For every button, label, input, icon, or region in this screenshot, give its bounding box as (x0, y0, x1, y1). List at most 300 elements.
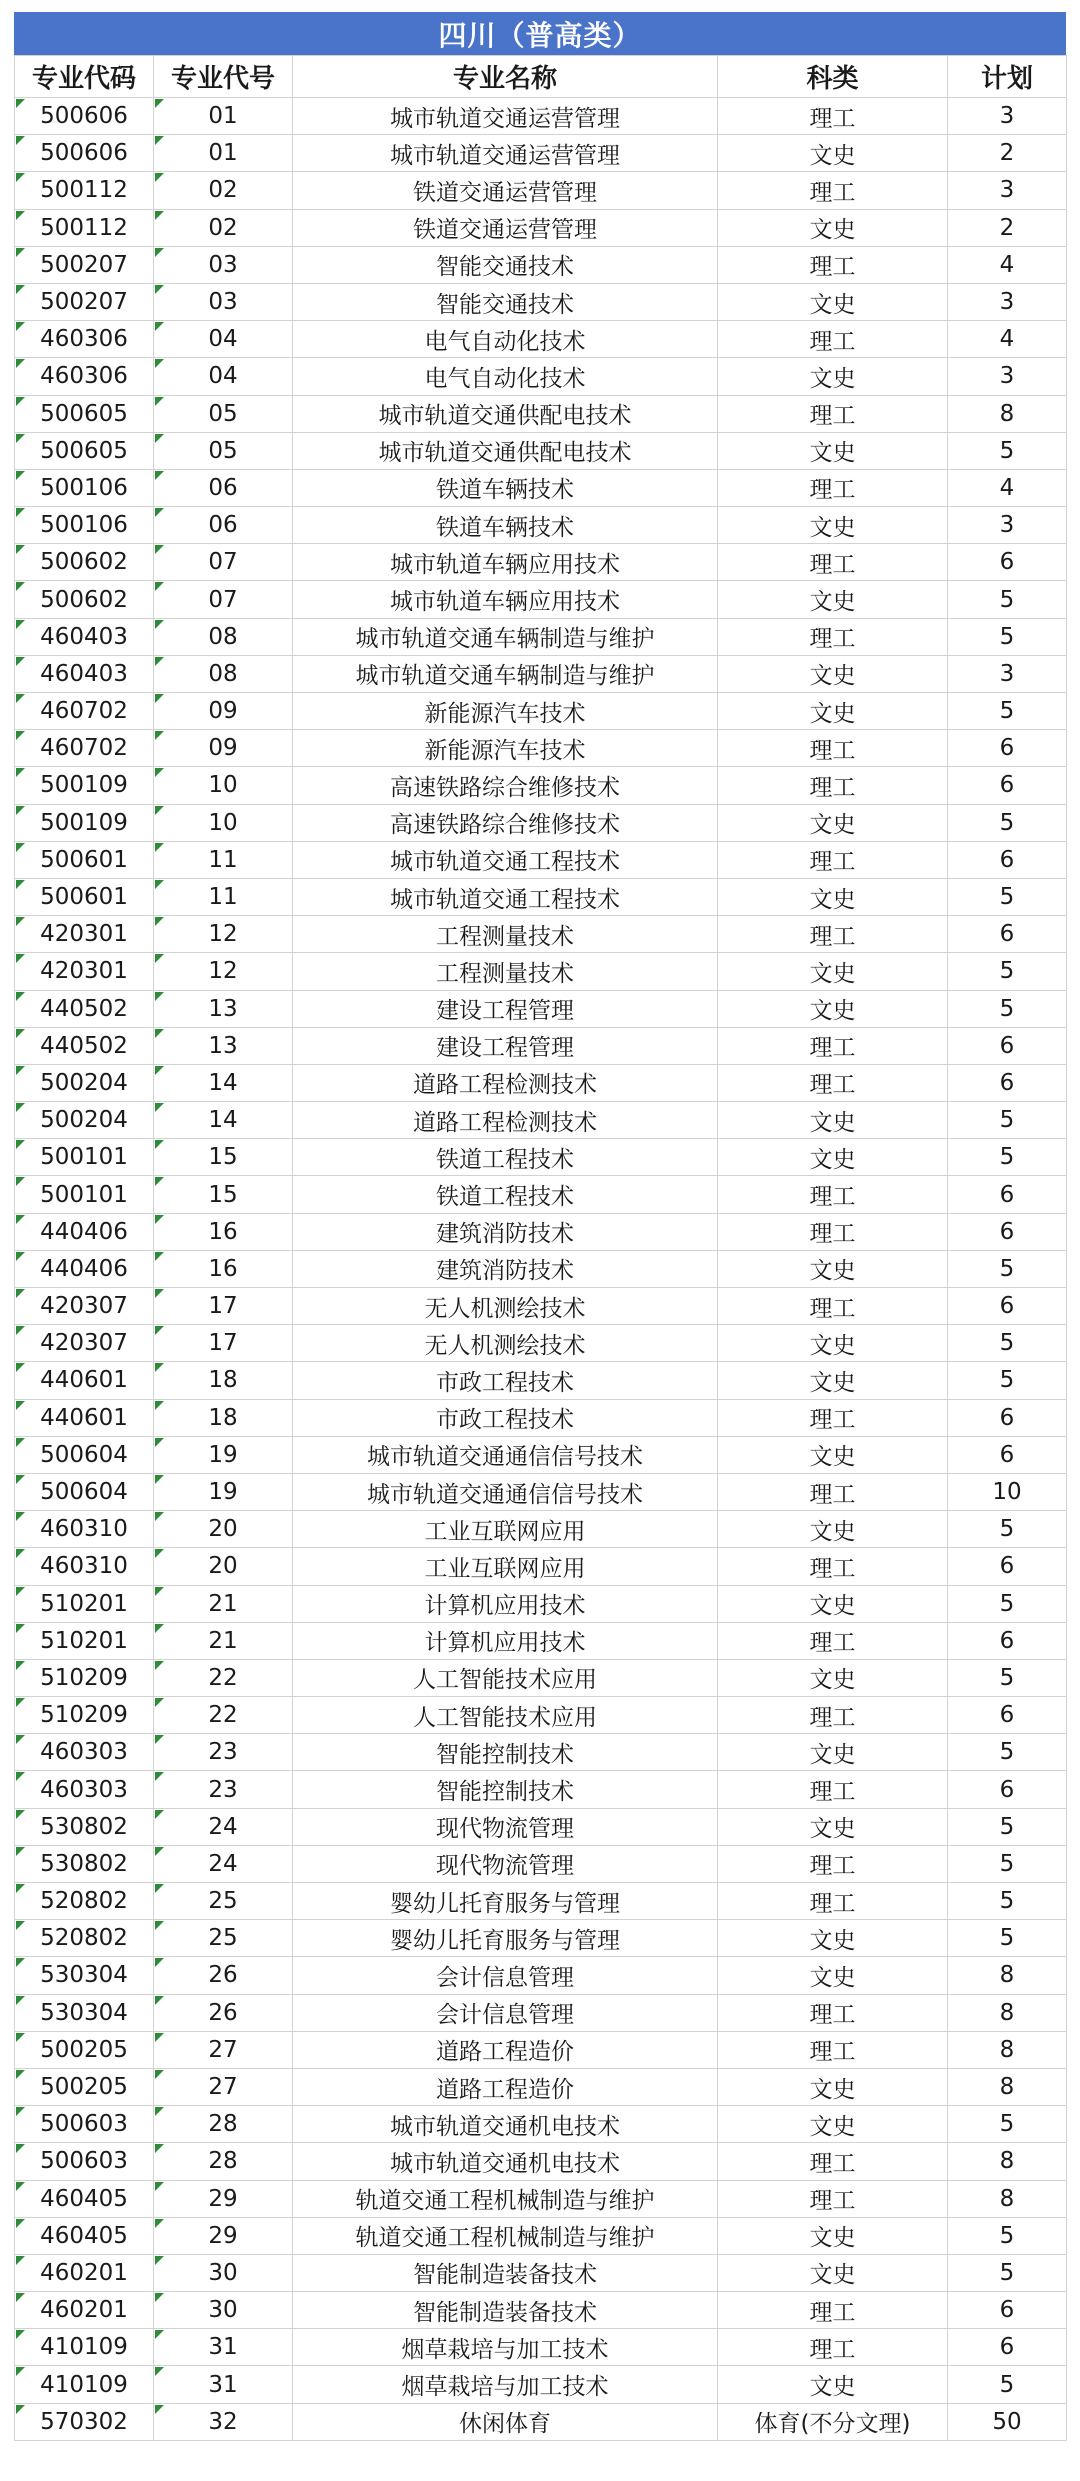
table-row (15, 98, 1067, 135)
cell-major-number: 30 (154, 2254, 293, 2291)
cell-major-number: 26 (154, 1994, 293, 2031)
cell-plan: 6 (948, 1548, 1067, 1585)
cell-major-code: 460306 (15, 321, 154, 358)
cell-major-name: 工业互联网应用 (293, 1548, 718, 1585)
table-row (15, 2180, 1067, 2217)
cell-major-code: 500207 (15, 246, 154, 283)
table-row (15, 1362, 1067, 1399)
cell-major-code: 440601 (15, 1399, 154, 1436)
cell-major-name: 电气自动化技术 (293, 321, 718, 358)
cell-major-name: 建筑消防技术 (293, 1213, 718, 1250)
cell-major-name: 会计信息管理 (293, 1994, 718, 2031)
cell-major-code: 510201 (15, 1585, 154, 1622)
cell-plan: 2 (948, 209, 1067, 246)
cell-major-number: 20 (154, 1511, 293, 1548)
cell-plan: 6 (948, 1027, 1067, 1064)
cell-major-number: 13 (154, 1027, 293, 1064)
cell-major-code: 520802 (15, 1920, 154, 1957)
table-row (15, 1511, 1067, 1548)
cell-major-code: 500606 (15, 98, 154, 135)
cell-category: 理工 (718, 1883, 948, 1920)
cell-major-code: 500207 (15, 283, 154, 320)
cell-major-code: 460702 (15, 730, 154, 767)
table-row (15, 2366, 1067, 2403)
table-row (15, 321, 1067, 358)
cell-major-code: 500605 (15, 395, 154, 432)
cell-category: 文史 (718, 2366, 948, 2403)
table-row (15, 1994, 1067, 2031)
cell-major-name: 无人机测绘技术 (293, 1288, 718, 1325)
cell-major-number: 09 (154, 730, 293, 767)
cell-major-name: 人工智能技术应用 (293, 1659, 718, 1696)
cell-major-code: 530802 (15, 1808, 154, 1845)
cell-major-name: 轨道交通工程机械制造与维护 (293, 2217, 718, 2254)
cell-plan: 5 (948, 1250, 1067, 1287)
cell-plan: 6 (948, 1622, 1067, 1659)
cell-category: 文史 (718, 507, 948, 544)
table-row (15, 2217, 1067, 2254)
cell-major-number: 31 (154, 2329, 293, 2366)
cell-category: 理工 (718, 98, 948, 135)
cell-plan: 5 (948, 1139, 1067, 1176)
cell-major-code: 460201 (15, 2254, 154, 2291)
cell-category: 理工 (718, 618, 948, 655)
table-row (15, 2068, 1067, 2105)
cell-major-number: 04 (154, 358, 293, 395)
cell-major-name: 城市轨道车辆应用技术 (293, 544, 718, 581)
cell-major-number: 01 (154, 135, 293, 172)
cell-major-number: 04 (154, 321, 293, 358)
cell-plan: 6 (948, 916, 1067, 953)
cell-plan: 8 (948, 1957, 1067, 1994)
cell-plan: 5 (948, 1659, 1067, 1696)
cell-major-number: 16 (154, 1213, 293, 1250)
cell-plan: 5 (948, 2217, 1067, 2254)
cell-major-number: 14 (154, 1102, 293, 1139)
cell-plan: 5 (948, 1585, 1067, 1622)
cell-major-code: 510209 (15, 1697, 154, 1734)
cell-major-name: 烟草栽培与加工技术 (293, 2366, 718, 2403)
table-row (15, 1957, 1067, 1994)
table-row (15, 2143, 1067, 2180)
table-row (15, 544, 1067, 581)
cell-major-code: 500106 (15, 507, 154, 544)
cell-major-name: 烟草栽培与加工技术 (293, 2329, 718, 2366)
header-category: 科类 (718, 56, 948, 98)
cell-major-code: 510209 (15, 1659, 154, 1696)
cell-category: 理工 (718, 916, 948, 953)
cell-major-name: 高速铁路综合维修技术 (293, 767, 718, 804)
cell-major-code: 440406 (15, 1250, 154, 1287)
table-row (15, 730, 1067, 767)
cell-major-code: 420301 (15, 953, 154, 990)
cell-plan: 5 (948, 693, 1067, 730)
cell-plan: 6 (948, 767, 1067, 804)
table-row (15, 1622, 1067, 1659)
cell-major-code: 420307 (15, 1325, 154, 1362)
cell-category: 理工 (718, 1622, 948, 1659)
cell-major-code: 570302 (15, 2403, 154, 2440)
header-row (15, 56, 1067, 98)
cell-major-name: 无人机测绘技术 (293, 1325, 718, 1362)
cell-category: 文史 (718, 1808, 948, 1845)
cell-plan: 5 (948, 2366, 1067, 2403)
cell-plan: 5 (948, 618, 1067, 655)
table-row (15, 916, 1067, 953)
cell-major-name: 道路工程造价 (293, 2031, 718, 2068)
table-row (15, 1473, 1067, 1510)
table-row (15, 2403, 1067, 2440)
cell-major-code: 460303 (15, 1771, 154, 1808)
cell-major-code: 500601 (15, 878, 154, 915)
cell-plan: 4 (948, 469, 1067, 506)
cell-major-name: 道路工程造价 (293, 2068, 718, 2105)
cell-major-code: 500604 (15, 1473, 154, 1510)
table-row (15, 2254, 1067, 2291)
cell-major-name: 城市轨道交通供配电技术 (293, 395, 718, 432)
cell-major-name: 建设工程管理 (293, 990, 718, 1027)
cell-major-number: 06 (154, 507, 293, 544)
table-row (15, 1845, 1067, 1882)
table-row (15, 1697, 1067, 1734)
cell-major-name: 铁道工程技术 (293, 1176, 718, 1213)
cell-plan: 6 (948, 1213, 1067, 1250)
cell-major-number: 08 (154, 655, 293, 692)
cell-major-code: 460405 (15, 2217, 154, 2254)
cell-category: 理工 (718, 2329, 948, 2366)
cell-major-name: 城市轨道交通运营管理 (293, 98, 718, 135)
cell-category: 理工 (718, 1548, 948, 1585)
cell-major-name: 城市轨道交通车辆制造与维护 (293, 618, 718, 655)
cell-plan: 5 (948, 1845, 1067, 1882)
cell-major-code: 420301 (15, 916, 154, 953)
cell-major-name: 高速铁路综合维修技术 (293, 804, 718, 841)
cell-major-code: 530304 (15, 1957, 154, 1994)
table-row (15, 618, 1067, 655)
cell-category: 理工 (718, 1697, 948, 1734)
cell-plan: 5 (948, 1362, 1067, 1399)
cell-category: 文史 (718, 878, 948, 915)
table-row (15, 209, 1067, 246)
cell-major-number: 07 (154, 544, 293, 581)
cell-major-number: 18 (154, 1399, 293, 1436)
cell-category: 理工 (718, 2143, 948, 2180)
cell-major-name: 计算机应用技术 (293, 1622, 718, 1659)
cell-major-number: 24 (154, 1845, 293, 1882)
header-major-name: 专业名称 (293, 56, 718, 98)
table-row (15, 804, 1067, 841)
cell-major-code: 460303 (15, 1734, 154, 1771)
cell-major-code: 500106 (15, 469, 154, 506)
table-row (15, 358, 1067, 395)
cell-major-code: 520802 (15, 1883, 154, 1920)
table-row (15, 507, 1067, 544)
cell-category: 文史 (718, 2106, 948, 2143)
table-row (15, 2106, 1067, 2143)
cell-major-code: 500603 (15, 2106, 154, 2143)
table-row (15, 1027, 1067, 1064)
cell-major-name: 智能交通技术 (293, 283, 718, 320)
cell-plan: 8 (948, 2068, 1067, 2105)
cell-major-code: 500601 (15, 841, 154, 878)
table-row (15, 135, 1067, 172)
cell-major-number: 14 (154, 1064, 293, 1101)
cell-plan: 8 (948, 395, 1067, 432)
cell-category: 文史 (718, 209, 948, 246)
cell-major-name: 新能源汽车技术 (293, 693, 718, 730)
spreadsheet (14, 12, 1066, 2441)
cell-plan: 4 (948, 321, 1067, 358)
cell-plan: 10 (948, 1473, 1067, 1510)
table-row (15, 1734, 1067, 1771)
cell-category: 文史 (718, 1920, 948, 1957)
cell-category: 理工 (718, 1027, 948, 1064)
table-row (15, 432, 1067, 469)
table-row (15, 1920, 1067, 1957)
cell-major-name: 工程测量技术 (293, 916, 718, 953)
cell-category: 文史 (718, 1659, 948, 1696)
cell-major-number: 31 (154, 2366, 293, 2403)
table-row (15, 1139, 1067, 1176)
cell-category: 理工 (718, 246, 948, 283)
cell-major-code: 440502 (15, 1027, 154, 1064)
table-row (15, 1659, 1067, 1696)
cell-category: 理工 (718, 172, 948, 209)
cell-major-code: 500204 (15, 1064, 154, 1101)
cell-category: 文史 (718, 990, 948, 1027)
cell-category: 文史 (718, 1585, 948, 1622)
table-row (15, 1585, 1067, 1622)
cell-major-number: 27 (154, 2031, 293, 2068)
cell-major-name: 城市轨道交通通信信号技术 (293, 1473, 718, 1510)
cell-major-code: 500204 (15, 1102, 154, 1139)
table-row (15, 395, 1067, 432)
table-row (15, 1250, 1067, 1287)
cell-major-number: 06 (154, 469, 293, 506)
cell-major-name: 城市轨道交通机电技术 (293, 2106, 718, 2143)
table-row (15, 172, 1067, 209)
cell-plan: 5 (948, 878, 1067, 915)
cell-category: 理工 (718, 1064, 948, 1101)
cell-major-number: 23 (154, 1734, 293, 1771)
cell-major-code: 500604 (15, 1436, 154, 1473)
cell-category: 文史 (718, 135, 948, 172)
cell-major-code: 500605 (15, 432, 154, 469)
cell-major-name: 铁道车辆技术 (293, 507, 718, 544)
cell-category: 理工 (718, 767, 948, 804)
cell-major-number: 02 (154, 172, 293, 209)
cell-major-number: 03 (154, 246, 293, 283)
header-major-code: 专业代码 (15, 56, 154, 98)
table-row (15, 1064, 1067, 1101)
cell-major-number: 26 (154, 1957, 293, 1994)
table-row (15, 469, 1067, 506)
header-major-number: 专业代号 (154, 56, 293, 98)
cell-category: 文史 (718, 1325, 948, 1362)
table-row (15, 1102, 1067, 1139)
cell-major-number: 10 (154, 804, 293, 841)
cell-major-code: 500603 (15, 2143, 154, 2180)
cell-major-name: 铁道工程技术 (293, 1139, 718, 1176)
cell-major-code: 500606 (15, 135, 154, 172)
cell-plan: 6 (948, 1399, 1067, 1436)
cell-major-number: 15 (154, 1139, 293, 1176)
cell-major-number: 21 (154, 1585, 293, 1622)
cell-major-name: 工程测量技术 (293, 953, 718, 990)
cell-plan: 3 (948, 507, 1067, 544)
cell-major-name: 城市轨道交通通信信号技术 (293, 1436, 718, 1473)
cell-category: 理工 (718, 1771, 948, 1808)
cell-major-code: 420307 (15, 1288, 154, 1325)
cell-major-number: 27 (154, 2068, 293, 2105)
cell-major-code: 500112 (15, 209, 154, 246)
cell-category: 理工 (718, 2180, 948, 2217)
cell-plan: 5 (948, 953, 1067, 990)
table-body (15, 98, 1067, 2441)
table-row (15, 655, 1067, 692)
cell-major-number: 20 (154, 1548, 293, 1585)
cell-major-code: 500101 (15, 1139, 154, 1176)
cell-category: 文史 (718, 1250, 948, 1287)
cell-major-number: 29 (154, 2180, 293, 2217)
cell-plan: 6 (948, 2329, 1067, 2366)
cell-category: 理工 (718, 730, 948, 767)
table-row (15, 1325, 1067, 1362)
cell-category: 文史 (718, 1102, 948, 1139)
cell-major-number: 02 (154, 209, 293, 246)
cell-major-name: 城市轨道交通车辆制造与维护 (293, 655, 718, 692)
cell-plan: 6 (948, 1697, 1067, 1734)
cell-category: 文史 (718, 2217, 948, 2254)
cell-major-name: 现代物流管理 (293, 1845, 718, 1882)
cell-category: 理工 (718, 1213, 948, 1250)
cell-major-number: 22 (154, 1697, 293, 1734)
cell-major-name: 现代物流管理 (293, 1808, 718, 1845)
cell-major-number: 01 (154, 98, 293, 135)
cell-major-code: 530802 (15, 1845, 154, 1882)
cell-major-name: 计算机应用技术 (293, 1585, 718, 1622)
cell-major-number: 17 (154, 1288, 293, 1325)
cell-major-code: 500205 (15, 2068, 154, 2105)
cell-major-name: 市政工程技术 (293, 1399, 718, 1436)
cell-category: 文史 (718, 432, 948, 469)
cell-major-code: 530304 (15, 1994, 154, 2031)
cell-major-number: 08 (154, 618, 293, 655)
cell-major-name: 轨道交通工程机械制造与维护 (293, 2180, 718, 2217)
cell-major-code: 460310 (15, 1511, 154, 1548)
cell-major-code: 500101 (15, 1176, 154, 1213)
cell-major-name: 会计信息管理 (293, 1957, 718, 1994)
cell-major-code: 510201 (15, 1622, 154, 1659)
cell-major-number: 32 (154, 2403, 293, 2440)
table-row (15, 841, 1067, 878)
cell-major-code: 460403 (15, 618, 154, 655)
cell-major-number: 05 (154, 432, 293, 469)
cell-major-number: 09 (154, 693, 293, 730)
cell-major-number: 15 (154, 1176, 293, 1213)
table-row (15, 2031, 1067, 2068)
cell-major-name: 智能交通技术 (293, 246, 718, 283)
cell-major-number: 13 (154, 990, 293, 1027)
cell-major-number: 03 (154, 283, 293, 320)
cell-major-number: 28 (154, 2106, 293, 2143)
table-row (15, 878, 1067, 915)
cell-major-code: 500602 (15, 581, 154, 618)
cell-major-number: 25 (154, 1883, 293, 1920)
cell-category: 体育(不分文理) (718, 2403, 948, 2440)
cell-plan: 5 (948, 1325, 1067, 1362)
cell-major-code: 410109 (15, 2366, 154, 2403)
cell-major-code: 460702 (15, 693, 154, 730)
cell-plan: 8 (948, 2143, 1067, 2180)
cell-major-name: 智能控制技术 (293, 1771, 718, 1808)
table-row (15, 283, 1067, 320)
table-row (15, 1176, 1067, 1213)
cell-plan: 3 (948, 98, 1067, 135)
cell-category: 理工 (718, 544, 948, 581)
cell-major-number: 11 (154, 878, 293, 915)
cell-category: 文史 (718, 358, 948, 395)
cell-major-code: 500112 (15, 172, 154, 209)
cell-major-name: 婴幼儿托育服务与管理 (293, 1883, 718, 1920)
cell-category: 文史 (718, 1362, 948, 1399)
cell-major-name: 市政工程技术 (293, 1362, 718, 1399)
table-row (15, 581, 1067, 618)
cell-plan: 5 (948, 1808, 1067, 1845)
header-plan: 计划 (948, 56, 1067, 98)
cell-plan: 3 (948, 283, 1067, 320)
cell-major-name: 铁道车辆技术 (293, 469, 718, 506)
cell-category: 理工 (718, 1473, 948, 1510)
cell-plan: 5 (948, 2254, 1067, 2291)
cell-major-name: 城市轨道交通供配电技术 (293, 432, 718, 469)
cell-major-name: 智能控制技术 (293, 1734, 718, 1771)
cell-major-name: 智能制造装备技术 (293, 2292, 718, 2329)
table-row (15, 1883, 1067, 1920)
cell-major-name: 智能制造装备技术 (293, 2254, 718, 2291)
cell-plan: 2 (948, 135, 1067, 172)
cell-plan: 3 (948, 172, 1067, 209)
cell-category: 理工 (718, 1399, 948, 1436)
cell-plan: 6 (948, 1064, 1067, 1101)
table-row (15, 1213, 1067, 1250)
table-row (15, 767, 1067, 804)
cell-major-number: 19 (154, 1473, 293, 1510)
cell-major-number: 21 (154, 1622, 293, 1659)
cell-major-name: 休闲体育 (293, 2403, 718, 2440)
cell-category: 文史 (718, 1957, 948, 1994)
cell-major-name: 电气自动化技术 (293, 358, 718, 395)
cell-major-code: 460310 (15, 1548, 154, 1585)
cell-plan: 6 (948, 544, 1067, 581)
cell-plan: 5 (948, 1883, 1067, 1920)
cell-major-name: 新能源汽车技术 (293, 730, 718, 767)
table-title: 四川（普高类） (14, 12, 1066, 55)
table-row (15, 1808, 1067, 1845)
cell-plan: 6 (948, 1771, 1067, 1808)
cell-plan: 5 (948, 1920, 1067, 1957)
cell-major-code: 500109 (15, 767, 154, 804)
table-row (15, 693, 1067, 730)
table-row (15, 2292, 1067, 2329)
cell-plan: 6 (948, 1176, 1067, 1213)
cell-major-name: 道路工程检测技术 (293, 1102, 718, 1139)
cell-major-code: 440502 (15, 990, 154, 1027)
cell-major-code: 500109 (15, 804, 154, 841)
cell-plan: 8 (948, 2180, 1067, 2217)
cell-major-number: 18 (154, 1362, 293, 1399)
cell-category: 文史 (718, 1511, 948, 1548)
